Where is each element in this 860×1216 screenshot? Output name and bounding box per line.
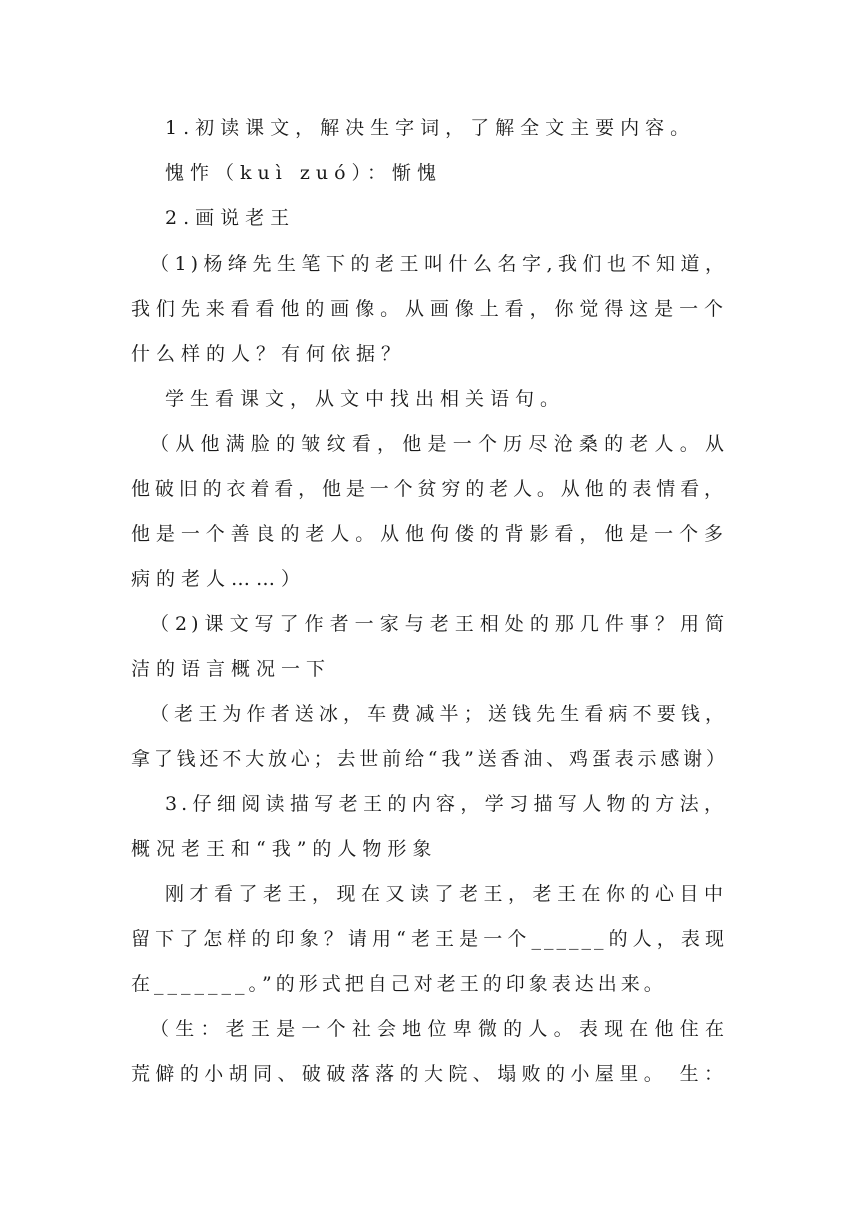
paragraph-line: 概况老王和“我”的人物形象 (131, 838, 438, 860)
paragraph-line: 荒僻的小胡同、破破落落的大院、塌败的小屋里。 生： (131, 1063, 727, 1085)
paragraph-line: 留下了怎样的印象？请用“老王是一个______的人，表现 (131, 928, 727, 950)
paragraph-line: 3.仔细阅读描写老王的内容，学习描写人物的方法， (165, 793, 727, 815)
paragraph-line: 洁的语言概况一下 (131, 658, 332, 680)
paragraph-line: 什么样的人？有何依据？ (131, 343, 407, 365)
paragraph-line: 我们先来看看他的画像。从画像上看，你觉得这是一个 (131, 298, 727, 320)
paragraph-line: 在_______。”的形式把自己对老王的印象表达出来。 (131, 973, 667, 995)
paragraph-line: 1.初读课文，解决生字词，了解全文主要内容。 (165, 117, 696, 139)
paragraph-line: 刚才看了老王，现在又读了老王，老王在你的心目中 (165, 883, 727, 905)
paragraph-line: （从他满脸的皱纹看，他是一个历尽沧桑的老人。从 (150, 433, 728, 455)
paragraph-line: 拿了钱还不大放心；去世前给“我”送香油、鸡蛋表示感谢） (131, 748, 727, 770)
paragraph-line: （1)杨绛先生笔下的老王叫什么名字,我们也不知道， (150, 253, 728, 275)
paragraph-line: 学生看课文，从文中找出相关语句。 (165, 388, 566, 410)
paragraph-line: 他是一个善良的老人。从他佝偻的背影看，他是一个多 (131, 523, 727, 545)
paragraph-line: （老王为作者送冰，车费减半；送钱先生看病不要钱， (150, 703, 728, 725)
paragraph-line: 他破旧的衣着看，他是一个贫穷的老人。从他的表情看， (131, 478, 727, 500)
paragraph-line: 2.画说老王 (165, 207, 296, 229)
paragraph-line: 病的老人……） (131, 568, 307, 590)
paragraph-line: 愧怍（kuì zuó）：惭愧 (165, 162, 443, 184)
paragraph-line: （生：老王是一个社会地位卑微的人。表现在他住在 (150, 1018, 728, 1040)
paragraph-line: （2)课文写了作者一家与老王相处的那几件事？用简 (150, 613, 728, 635)
